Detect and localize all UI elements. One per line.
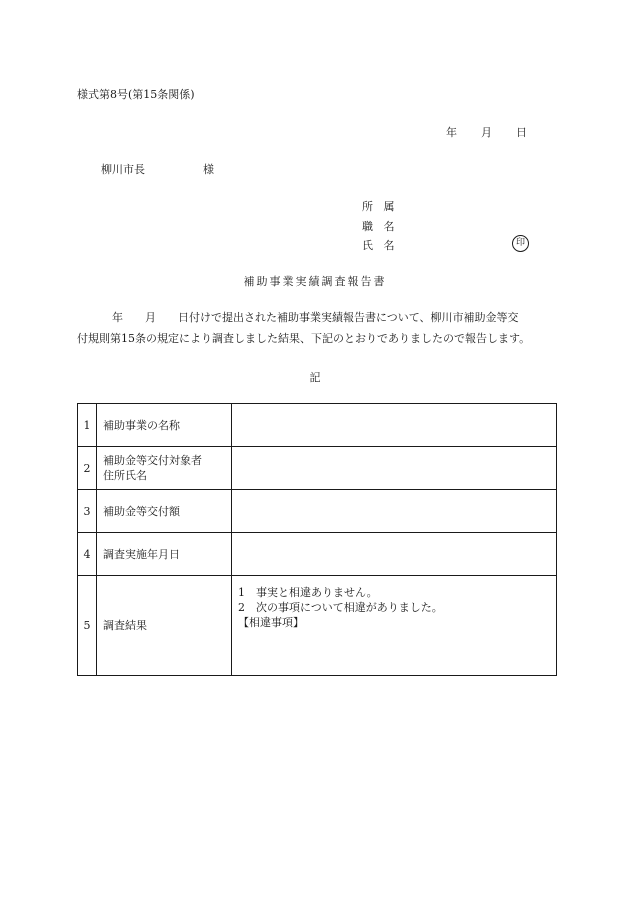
signature-title-label [362,218,396,234]
row-item-label [97,404,232,447]
row-item-label [97,490,232,533]
row-value-cell[interactable] [232,490,557,533]
table-row [78,404,557,447]
row-value-cell[interactable] [232,533,557,576]
row-number: 2 [78,447,97,490]
sig-title-char1: 職 [362,220,373,233]
row-item-line: 調査実施年月日 [103,547,180,561]
form-number: 様式第8号(第15条関係) [77,88,195,101]
result-line: 【相違事項】 [238,616,304,629]
result-line: 1 事実と相違ありません。 [238,586,378,599]
row-item-line: 補助事業の名称 [103,418,180,432]
sig-affiliation-char1: 所 [362,200,373,213]
row-number: 5 [78,576,97,676]
table-row [78,533,557,576]
row-item-line: 住所氏名 [103,469,147,482]
body-text-line1 [112,309,519,325]
row-item-label [97,447,232,490]
addressee-honorific: 様 [203,163,214,176]
row-value-cell[interactable] [232,447,557,490]
sig-affiliation-char2: 属 [383,200,395,213]
body-month: 月 [145,311,156,324]
row-value-cell[interactable] [232,404,557,447]
table-row [78,447,557,490]
document-title: 補助事業実績調査報告書 [243,275,387,288]
addressee-name: 柳川市長 [101,163,145,176]
row-number: 1 [78,404,97,447]
signature-affiliation-label [362,198,396,214]
date-month: 月 [481,126,492,139]
date-line [446,124,527,140]
row-number: 3 [78,490,97,533]
date-year: 年 [446,126,457,139]
seal-icon: 印 [512,235,529,252]
row-item-line: 補助金等交付額 [103,504,180,518]
sig-title-char2: 名 [383,220,395,233]
row-item-label [97,576,232,676]
row-item-line: 調査結果 [103,619,147,632]
body-text-line2: 付規則第15条の規定により調査しました結果、下記のとおりでありましたので報告します。 [77,332,531,345]
body-year: 年 [112,311,123,324]
sig-name-char1: 氏 [362,239,373,252]
body-line1-rest: 日付けで提出された補助事業実績報告書について、柳川市補助金等交 [178,311,519,324]
row-number: 4 [78,533,97,576]
table-row [78,576,557,676]
row-item-line: 補助金等交付対象者 [103,454,202,467]
table-row [78,490,557,533]
result-value-cell[interactable] [232,576,557,676]
result-line: 2 次の事項について相違がありました。 [238,601,443,614]
signature-name-label [362,237,396,253]
sig-name-char2: 名 [383,239,395,252]
addressee [101,161,214,177]
ki-heading: 記 [309,371,321,384]
date-day: 日 [516,126,527,139]
row-item-label [97,533,232,576]
report-table [77,403,557,676]
